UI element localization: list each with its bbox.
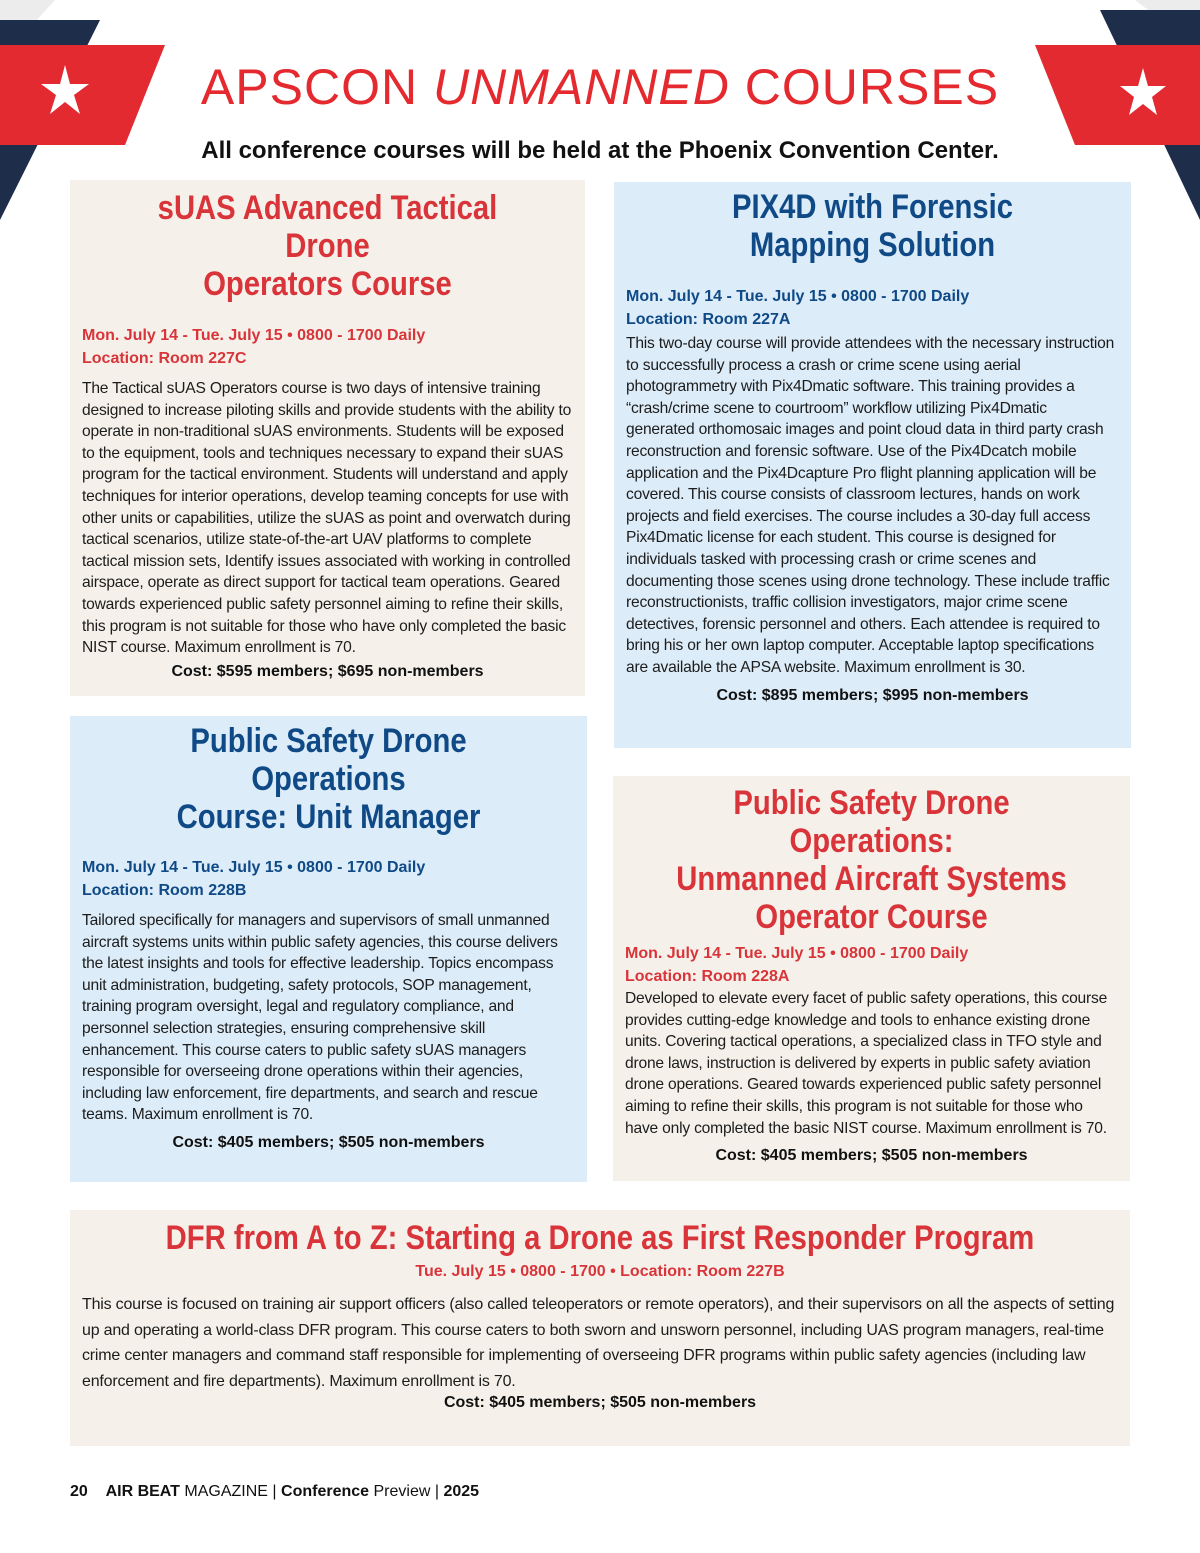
footer-separator: | <box>267 1483 282 1500</box>
course-dates: Mon. July 14 - Tue. July 15 • 0800 - 1700 Daily <box>625 945 969 962</box>
course-location: Location: Room 227A <box>626 311 791 328</box>
magazine-name-rest: MAGAZINE <box>179 1483 268 1500</box>
course-card-suas-tactical <box>70 180 585 696</box>
course-location: Location: Room 227C <box>82 350 247 367</box>
course-card-unit-manager <box>70 716 587 1182</box>
course-dates: Mon. July 14 - Tue. July 15 • 0800 - 1700 Daily <box>82 859 426 876</box>
page-footer <box>70 1483 479 1501</box>
magazine-name: AIR BEAT <box>105 1483 180 1500</box>
section-name: Conference <box>281 1483 370 1500</box>
course-dates: Mon. July 14 - Tue. July 15 • 0800 - 1700 Daily <box>82 327 426 344</box>
issue-year: 2025 <box>443 1483 480 1500</box>
course-cost: Cost: $405 members; $505 non-members <box>443 1394 757 1411</box>
course-title: Public Safety Drone Operations Course: Unit Manager <box>176 722 481 836</box>
page-title <box>0 58 1200 116</box>
footer-separator: | <box>430 1483 444 1500</box>
title-part-3: COURSES <box>729 59 1000 115</box>
course-dates: Mon. July 14 - Tue. July 15 • 0800 - 1700 Daily <box>626 288 970 305</box>
course-title: Public Safety Drone Operations: Unmanned Aircraft Systems Operator Course <box>676 784 1067 936</box>
course-title: sUAS Advanced Tactical Drone Operators Course <box>157 189 498 303</box>
section-name-rest: Preview <box>369 1483 431 1500</box>
course-description: This two-day course will provide attendees with the necessary instruction to successfully process a crash or crime scene using aerial photogrammetry with Pix4Dmatic software. This training provides a “crash/crime scene to courtroom” workflow utilizing Pix4Dmatic generated orthomosaic images and point cloud data in third party crash reconstruction and forensic software. Use of the Pix4Dcatch mobile application and the Pix4Dcapture Pro flight planning application will be covered. This course consists of classroom lectures, hands on work projects and field exercises. The course includes a 30-day full access Pix4Dmatic license for each student. This course is designed for individuals tasked with processing crash or crime scenes and documenting those scenes using drone technology. These include traffic reconstructionists, traffic collision investigators, major crime scene detectives, forensic personnel and others. Each attendee is required to bring his or her own laptop computer. Acceptable laptop specifications are available the APSA website. Maximum enrollment is 30. <box>626 335 1115 676</box>
course-cost: Cost: $405 members; $505 non-members <box>172 1133 485 1151</box>
course-location: Location: Room 228B <box>82 882 247 899</box>
page-number: 20 <box>70 1483 88 1500</box>
course-description: Tailored specifically for managers and supervisors of small unmanned aircraft systems units within public safety agencies, this course delivers the latest insights and tools for effective leadership. Topics encompass unit administration, budgeting, safety protocols, SOP management, training program oversight, legal and regulatory compliance, and personnel selection strategies, ensuring comprehensive skill enhancement. This course caters to public safety sUAS managers responsible for overseeing drone operations within their agencies, including law enforcement, fire departments, and search and rescue teams. Maximum enrollment is 70. <box>82 912 558 1124</box>
subtitle: All conference courses will be held at the Phoenix Convention Center. <box>201 137 999 164</box>
course-title: DFR from A to Z: Starting a Drone as First Responder Program <box>165 1219 1035 1257</box>
course-dates: Tue. July 15 • 0800 - 1700 • Location: Room 227B <box>415 1263 785 1280</box>
course-description: This course is focused on training air support officers (also called teleoperators or remote operators), and their supervisors on all the aspects of setting up and operating a world-class DFR program. This course caters to both sworn and unsworn personnel, including UAS program managers, real-time crime center managers and command staff responsible for implementing of overseeing DFR programs within public safety agencies (including law enforcement and fire departments). Maximum enrollment is 70. <box>82 1296 1115 1390</box>
course-card-pix4d <box>614 182 1131 748</box>
course-title: PIX4D with Forensic Mapping Solution <box>731 188 1014 264</box>
course-cost: Cost: $895 members; $995 non-members <box>716 686 1029 704</box>
course-cost: Cost: $595 members; $695 non-members <box>171 662 484 680</box>
course-location: Location: Room 228A <box>625 968 790 985</box>
title-part-2: UNMANNED <box>432 59 730 115</box>
course-card-uas-operator <box>613 776 1130 1181</box>
course-cost: Cost: $405 members; $505 non-members <box>715 1147 1028 1165</box>
course-description: Developed to elevate every facet of public safety operations, this course provides cutting-edge knowledge and tools to enhance existing drone units. Covering tactical operations, a specialized class in TFO style and drone laws, instruction is delivered by experts in public safety aviation drone operations. Geared towards experienced public safety personnel aiming to refine their skills, this program is not suitable for those who have only completed the basic NIST course. Maximum enrollment is 70. <box>625 990 1108 1137</box>
course-card-dfr <box>70 1210 1130 1446</box>
title-part-1: APSCON <box>200 59 433 115</box>
course-description: The Tactical sUAS Operators course is two days of intensive training designed to increase piloting skills and provide students with the ability to operate in non-traditional sUAS environments. Students will be exposed to the equipment, tools and techniques necessary to expand their sUAS program for the tactical environment. Students will understand and apply techniques for interior operations, develop teaming concepts for use with other units or capabilities, utilize the sUAS as point and overwatch during tactical scenarios, utilize state-of-the-art UAV platforms to complete tactical mission sets, Identify issues associated with working in controlled airspace, operate as direct support for tactical team operations. Geared towards experienced public safety personnel aiming to refine their skills, this program is not suitable for those who have only completed the basic NIST course. Maximum enrollment is 70. <box>82 380 572 657</box>
